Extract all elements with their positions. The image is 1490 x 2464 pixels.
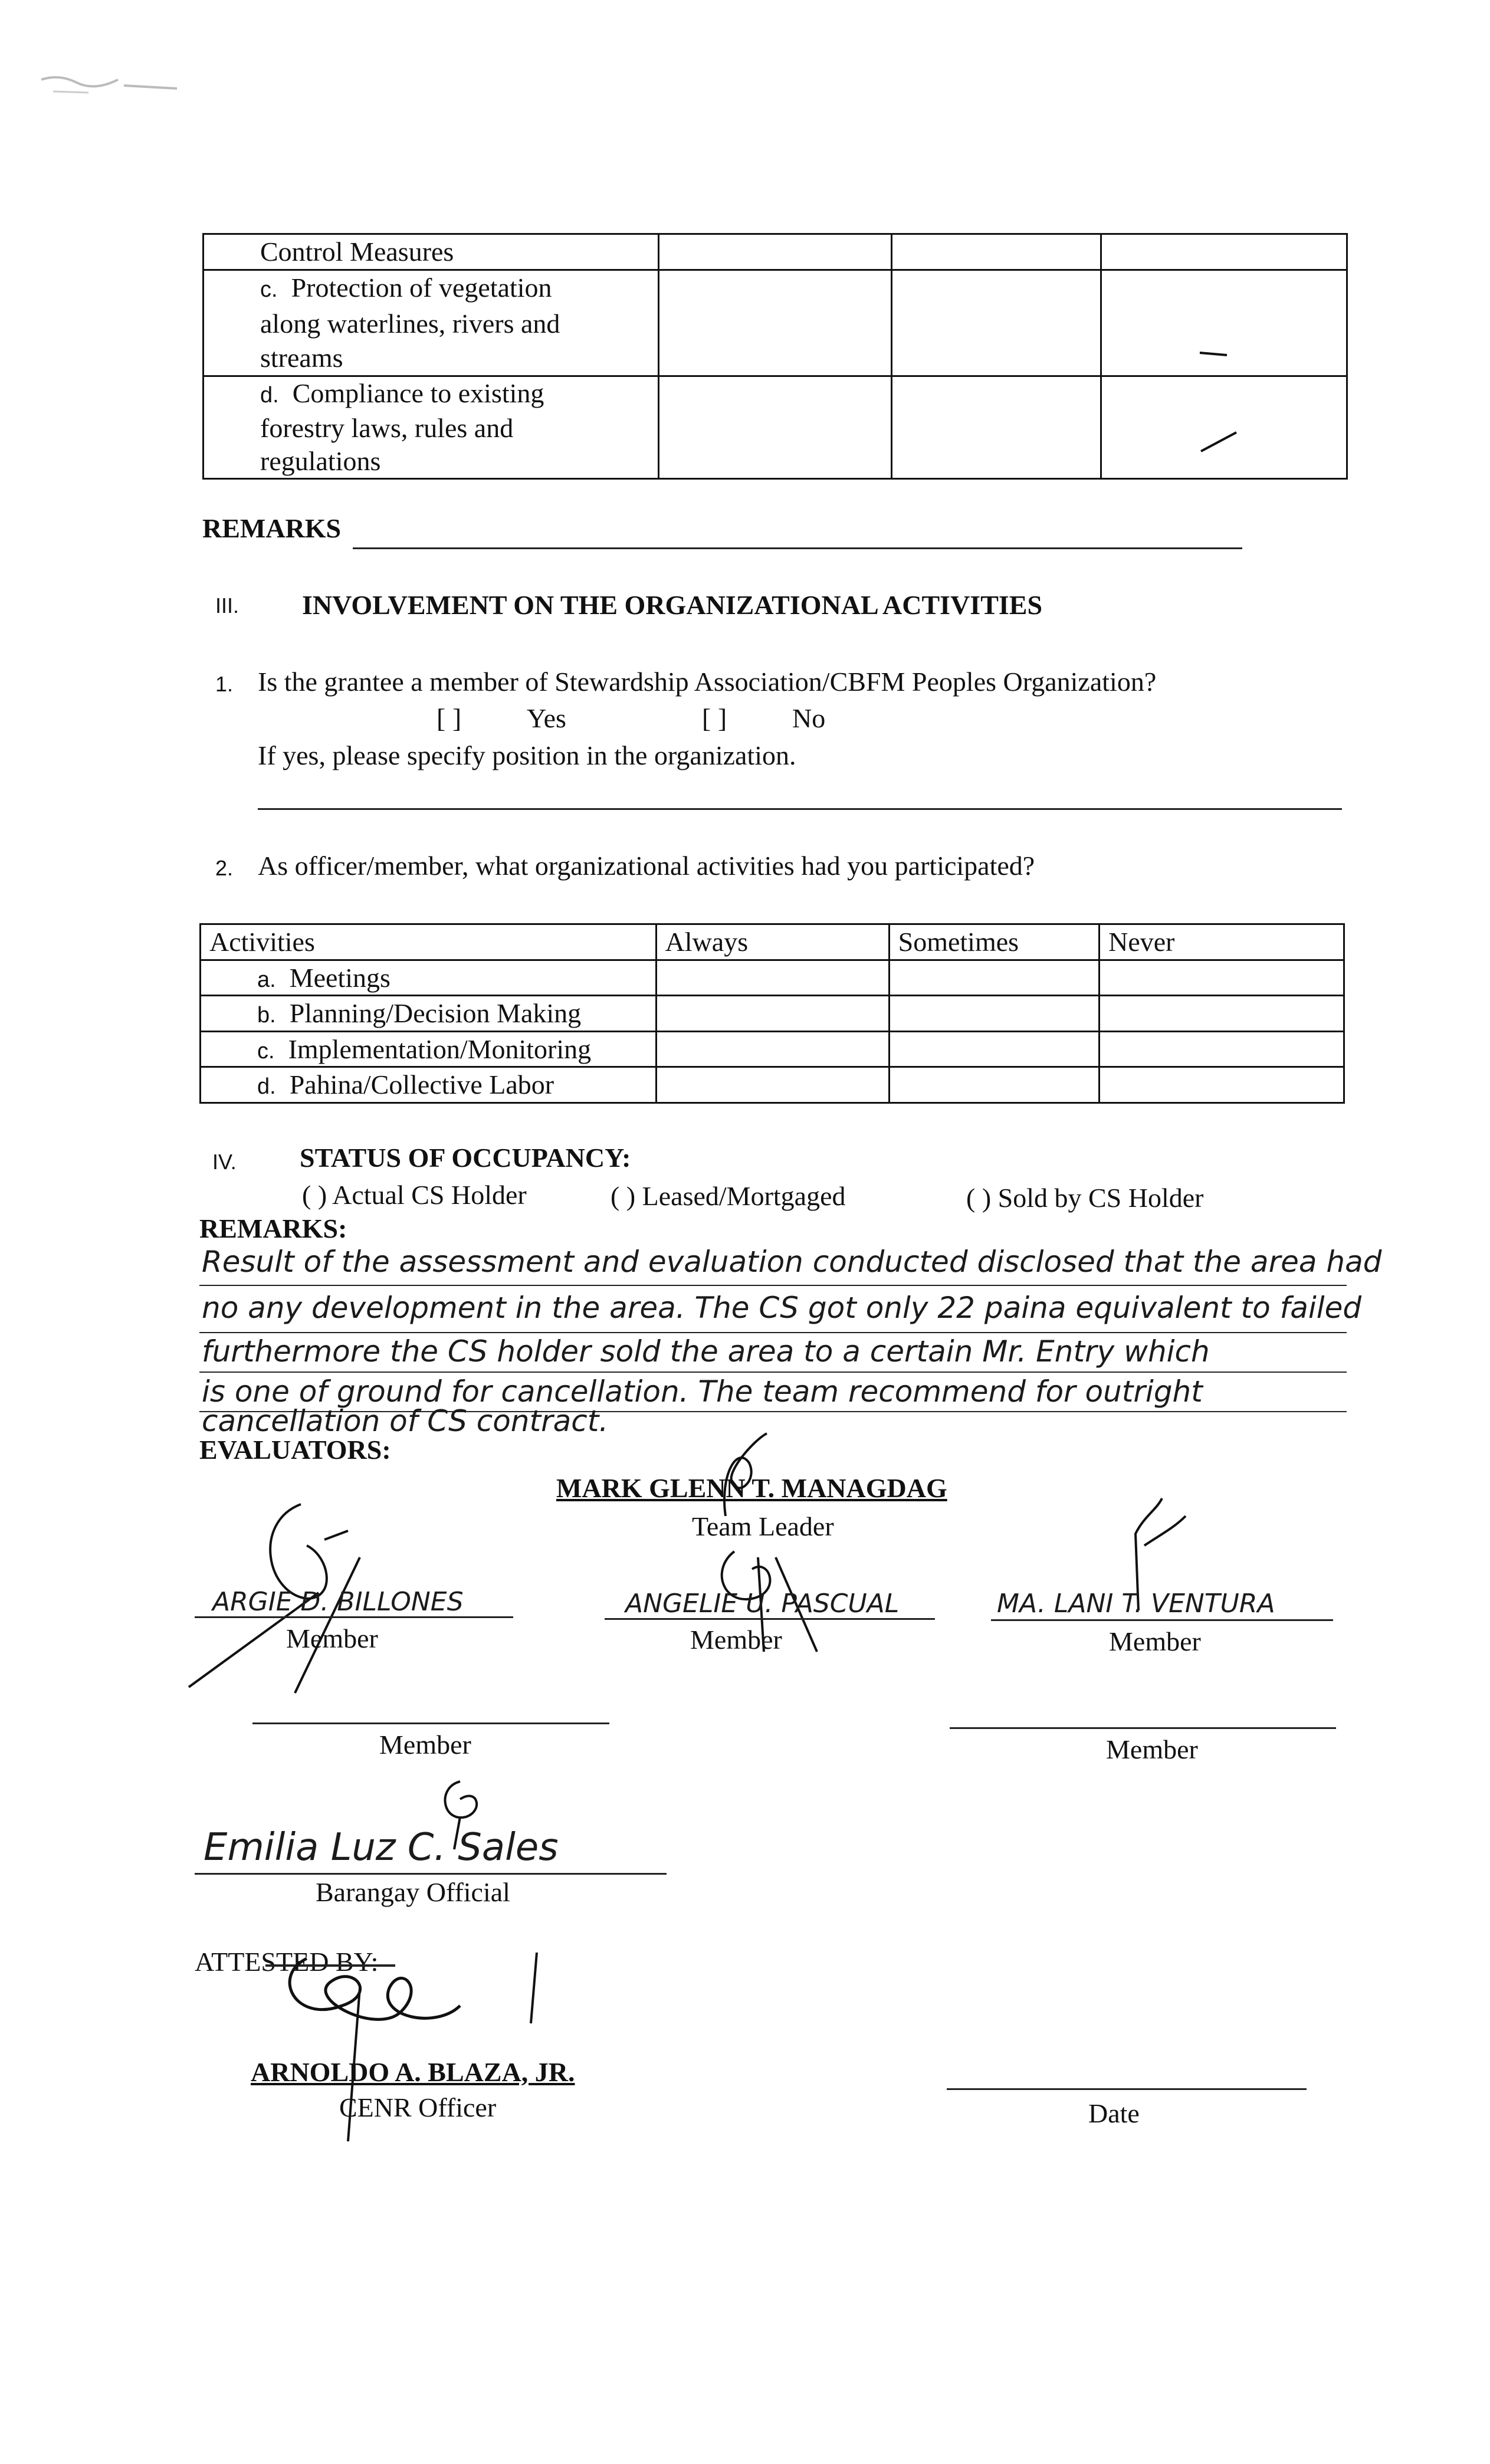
- cell: [659, 234, 892, 270]
- cell: [889, 1031, 1099, 1067]
- activity-row: b. Planning/Decision Making: [201, 996, 657, 1032]
- activity-row: c. Implementation/Monitoring: [201, 1031, 657, 1067]
- date-line: [947, 2088, 1307, 2090]
- cell: [1100, 960, 1344, 996]
- signature-line: [605, 1618, 935, 1620]
- cell: [892, 376, 1101, 478]
- section-number: III.: [215, 593, 239, 618]
- question-2-text: As officer/member, what organizational activities had you participated?: [258, 851, 1035, 881]
- handwritten-remark-line: furthermore the CS holder sold the area to a certain Mr. Entry which: [202, 1334, 1210, 1369]
- option-leased[interactable]: ( ) Leased/Mortgaged: [611, 1181, 846, 1211]
- section-title: INVOLVEMENT ON THE ORGANIZATIONAL ACTIVITIES: [302, 590, 1043, 620]
- team-leader-name: MARK GLENN T. MANAGDAG: [556, 1473, 947, 1503]
- handwritten-remark-line: cancellation of CS contract.: [202, 1404, 609, 1438]
- question-1-text: Is the grantee a member of Stewardship Association/CBFM Peoples Organization?: [258, 667, 1157, 697]
- control-measures-header: Control Measures: [204, 234, 659, 270]
- control-measures-table: [202, 233, 1348, 480]
- cell: [656, 996, 889, 1032]
- remarks-label: REMARKS:: [199, 1213, 347, 1244]
- activities-header: Activities: [201, 924, 657, 960]
- barangay-official-role: Barangay Official: [316, 1877, 510, 1907]
- signature-line: [252, 1722, 609, 1724]
- cell: [1101, 234, 1347, 270]
- section-number: IV.: [212, 1150, 237, 1174]
- cell: [656, 1067, 889, 1103]
- status-title: STATUS OF OCCUPANCY:: [300, 1143, 631, 1173]
- control-row-d: d. Compliance to existing forestry laws, rules and regulations: [204, 376, 659, 478]
- cell: [892, 270, 1101, 376]
- cell: [889, 996, 1099, 1032]
- member-role: Member: [1109, 1626, 1201, 1656]
- position-answer-line: [258, 808, 1342, 810]
- member-name: ARGIE D. BILLONES: [212, 1587, 464, 1617]
- remarks-rule: [199, 1372, 1347, 1373]
- never-header: Never: [1100, 924, 1344, 960]
- attested-by-label: ATTESTED BY:: [195, 1947, 379, 1977]
- member-role: Member: [690, 1625, 782, 1655]
- member-role: Member: [379, 1730, 471, 1760]
- yes-checkbox[interactable]: [ ]: [437, 703, 462, 733]
- checkmark-cell: [1101, 270, 1347, 376]
- always-header: Always: [656, 924, 889, 960]
- remarks-label: REMARKS: [202, 513, 342, 543]
- cell: [892, 234, 1101, 270]
- control-row-c: c. Protection of vegetation along waterlines, rivers and streams: [204, 270, 659, 376]
- scan-artifact: [35, 56, 189, 103]
- cell: [889, 1067, 1099, 1103]
- position-prompt: If yes, please specify position in the organization.: [258, 740, 796, 770]
- cell: [656, 1031, 889, 1067]
- activity-row: a. Meetings: [201, 960, 657, 996]
- check-mark-icon: [1197, 348, 1233, 360]
- member-role: Member: [1106, 1734, 1198, 1764]
- remarks-rule: [199, 1332, 1347, 1333]
- option-sold[interactable]: ( ) Sold by CS Holder: [966, 1183, 1204, 1213]
- cenr-officer-name: ARNOLDO A. BLAZA, JR.: [251, 2057, 575, 2087]
- signature-icon: [1109, 1492, 1192, 1646]
- no-checkbox[interactable]: [ ]: [702, 703, 727, 733]
- sometimes-header: Sometimes: [889, 924, 1099, 960]
- question-number: 2.: [215, 856, 234, 880]
- option-actual-holder[interactable]: ( ) Actual CS Holder: [302, 1180, 527, 1210]
- signature-line: [950, 1727, 1336, 1729]
- cell: [1100, 996, 1344, 1032]
- remarks-rule: [199, 1285, 1347, 1286]
- signature-line: [195, 1616, 513, 1618]
- evaluators-label: EVALUATORS:: [199, 1435, 391, 1465]
- activities-table: [199, 923, 1345, 1104]
- member-name: MA. LANI T. VENTURA: [997, 1589, 1275, 1619]
- yes-label: Yes: [527, 703, 566, 733]
- member-name: ANGELIE U. PASCUAL: [625, 1589, 900, 1619]
- no-label: No: [792, 703, 826, 733]
- signature-line: [991, 1619, 1333, 1621]
- handwritten-remark-line: no any development in the area. The CS got only 22 paina equivalent to failed: [202, 1291, 1362, 1325]
- signature-line: [195, 1873, 667, 1875]
- cell: [1100, 1067, 1344, 1103]
- date-label: Date: [1088, 2098, 1140, 2128]
- handwritten-remark-line: is one of ground for cancellation. The team recommend for outright: [202, 1374, 1203, 1409]
- cenr-officer-role: CENR Officer: [339, 2092, 497, 2122]
- check-mark-icon: [1197, 428, 1245, 457]
- cell: [656, 960, 889, 996]
- question-number: 1.: [215, 672, 234, 696]
- cell: [659, 376, 892, 478]
- cell: [659, 270, 892, 376]
- member-role: Member: [286, 1623, 378, 1653]
- team-leader-role: Team Leader: [692, 1511, 834, 1541]
- handwritten-remark-line: Result of the assessment and evaluation conducted disclosed that the area had: [202, 1245, 1382, 1279]
- barangay-official-name: Emilia Luz C. Sales: [204, 1826, 559, 1869]
- activity-row: d. Pahina/Collective Labor: [201, 1067, 657, 1103]
- cell: [1100, 1031, 1344, 1067]
- remarks-line: [353, 547, 1242, 549]
- cell: [889, 960, 1099, 996]
- checkmark-cell: [1101, 376, 1347, 478]
